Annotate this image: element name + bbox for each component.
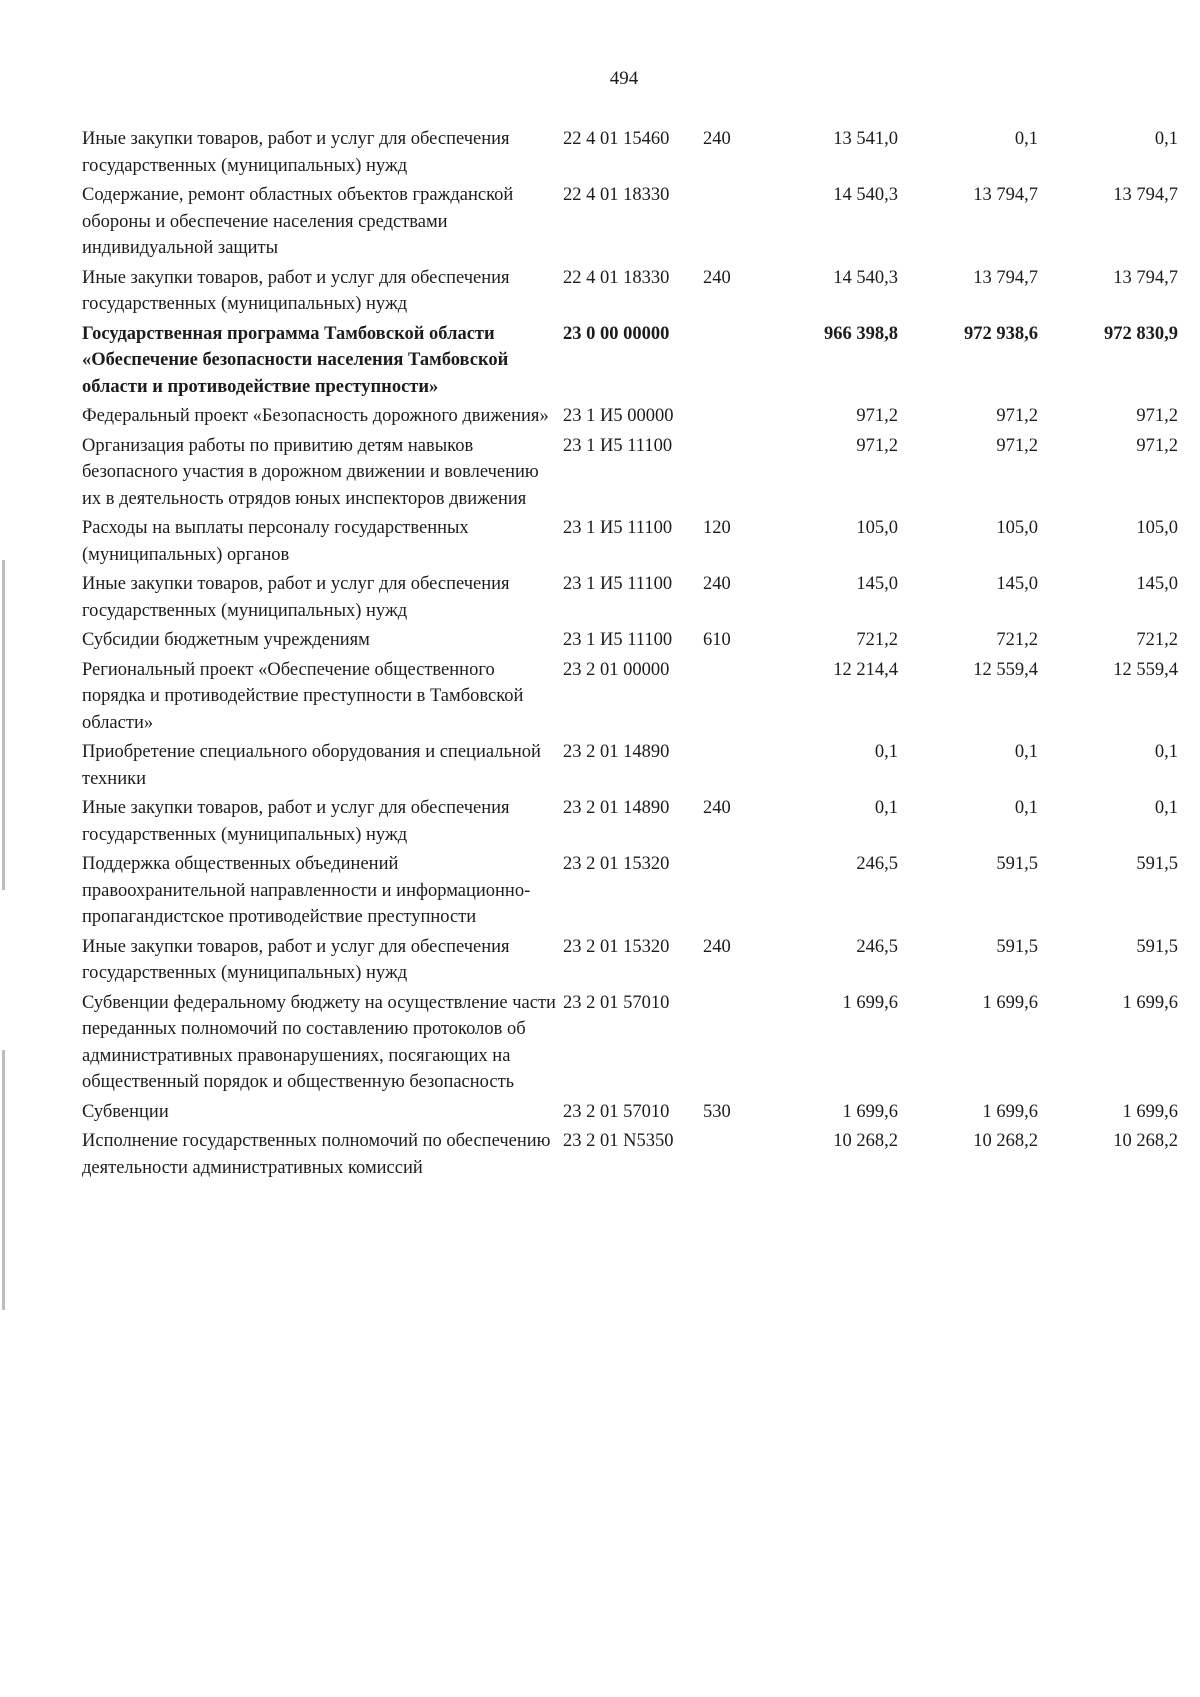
- row-target-article-code: 23 2 01 N5350: [563, 1131, 674, 1151]
- row-amount-1: 12 214,4: [833, 659, 898, 680]
- row-target-article-code: 22 4 01 15460: [563, 129, 670, 149]
- row-expense-type-code: [703, 182, 758, 265]
- row-amount-3: 971,2: [1136, 406, 1178, 426]
- row-amount-2: 721,2: [996, 630, 1038, 650]
- row-amount-3: 12 559,4: [1113, 659, 1178, 680]
- row-target-article-code: 23 2 01 57010: [563, 1101, 670, 1122]
- row-name: Федеральный проект «Безопасность дорожного движения»: [82, 406, 549, 426]
- row-amount-3: 13 794,7: [1113, 267, 1178, 288]
- table-row: [82, 627, 1182, 657]
- row-amount-2: 13 794,7: [973, 185, 1038, 205]
- row-amount-2: 13 794,7: [973, 267, 1038, 288]
- row-name: Расходы на выплаты персоналу государственных (муниципальных) органов: [82, 518, 469, 565]
- row-amount-2: 971,2: [996, 406, 1038, 426]
- row-amount-2: 591,5: [996, 854, 1038, 874]
- row-amount-1: 971,2: [856, 435, 898, 456]
- row-amount-1: 966 398,8: [824, 323, 898, 344]
- row-name: Иные закупки товаров, работ и услуг для обеспечения государственных (муниципальных) нужд: [82, 129, 510, 176]
- row-amount-3: 591,5: [1136, 854, 1178, 874]
- row-amount-3: 591,5: [1136, 936, 1178, 957]
- table-row: [82, 990, 1182, 1099]
- row-name: Субсидии бюджетным учреждениям: [82, 630, 370, 650]
- row-amount-1: 14 540,3: [833, 267, 898, 288]
- table-row: [82, 934, 1182, 990]
- row-amount-1: 0,1: [874, 742, 898, 762]
- table-row: [82, 739, 1182, 795]
- scan-edge-mark: [2, 1050, 5, 1310]
- row-expense-type-code: 530: [703, 1101, 731, 1122]
- row-target-article-code: 22 4 01 18330: [563, 185, 670, 205]
- table-row: [82, 851, 1182, 934]
- row-target-article-code: 23 1 И5 11100: [563, 574, 673, 594]
- row-expense-type-code: [703, 657, 758, 740]
- row-amount-2: 0,1: [1014, 798, 1038, 818]
- table-row: [82, 1099, 1182, 1129]
- row-target-article-code: 22 4 01 18330: [563, 267, 670, 288]
- row-amount-2: 0,1: [1014, 742, 1038, 762]
- row-amount-2: 1 699,6: [982, 1101, 1038, 1122]
- row-expense-type-code: [703, 321, 758, 404]
- row-expense-type-code: 120: [703, 518, 731, 538]
- row-amount-2: 105,0: [996, 518, 1038, 538]
- table-row: [82, 265, 1182, 321]
- row-target-article-code: 23 2 01 15320: [563, 936, 670, 957]
- row-amount-1: 14 540,3: [833, 185, 898, 205]
- row-name: Государственная программа Тамбовской области «Обеспечение безопасности населения Тамбовской области и противодействие преступности»: [82, 323, 509, 397]
- row-amount-3: 0,1: [1154, 742, 1178, 762]
- row-amount-1: 0,1: [874, 798, 898, 818]
- row-target-article-code: 23 2 01 57010: [563, 992, 670, 1013]
- row-name: Иные закупки товаров, работ и услуг для обеспечения государственных (муниципальных) нужд: [82, 798, 510, 845]
- row-target-article-code: 23 2 01 00000: [563, 659, 670, 680]
- table-row: [82, 657, 1182, 740]
- row-amount-1: 105,0: [856, 518, 898, 538]
- row-target-article-code: 23 1 И5 11100: [563, 435, 673, 456]
- row-name: Субвенции: [82, 1101, 169, 1122]
- table-row: [82, 321, 1182, 404]
- row-name: Содержание, ремонт областных объектов гражданской обороны и обеспечение населения средствами индивидуальной защиты: [82, 185, 514, 258]
- table-row: [82, 126, 1182, 182]
- row-expense-type-code: [703, 851, 758, 934]
- row-name: Организация работы по привитию детям навыков безопасного участия в дорожном движении и вовлечению их в деятельность отрядов юных инспекторов движения: [82, 435, 539, 509]
- row-amount-3: 105,0: [1136, 518, 1178, 538]
- row-name: Иные закупки товаров, работ и услуг для обеспечения государственных (муниципальных) нужд: [82, 574, 510, 621]
- row-amount-2: 972 938,6: [964, 323, 1038, 344]
- table-row: [82, 403, 1182, 433]
- scan-edge-mark: [2, 560, 5, 890]
- row-expense-type-code: 240: [703, 267, 731, 288]
- table-row: [82, 571, 1182, 627]
- row-expense-type-code: [703, 433, 758, 516]
- row-expense-type-code: 240: [703, 936, 731, 957]
- row-target-article-code: 23 2 01 14890: [563, 798, 670, 818]
- row-amount-1: 10 268,2: [833, 1131, 898, 1151]
- row-amount-3: 1 699,6: [1122, 992, 1178, 1013]
- row-expense-type-code: [703, 739, 758, 795]
- page-number: 494: [609, 68, 639, 89]
- row-expense-type-code: [703, 1128, 758, 1184]
- row-name: Субвенции федеральному бюджету на осуществление части переданных полномочий по составлению протоколов об административных правонарушениях, посягающих на общественный порядок и общественную безопасность: [82, 992, 556, 1092]
- row-expense-type-code: 240: [703, 129, 731, 149]
- row-name: Иные закупки товаров, работ и услуг для обеспечения государственных (муниципальных) нужд: [82, 267, 510, 314]
- row-target-article-code: 23 1 И5 11100: [563, 518, 673, 538]
- row-amount-1: 1 699,6: [842, 992, 898, 1013]
- row-name: Поддержка общественных объединений правоохранительной направленности и информационно-пропагандистское противодействие преступности: [82, 854, 531, 927]
- row-amount-1: 971,2: [856, 406, 898, 426]
- row-name: Региональный проект «Обеспечение общественного порядка и противодействие преступности в Тамбовской области»: [82, 659, 524, 733]
- row-amount-1: 246,5: [856, 936, 898, 957]
- row-amount-2: 0,1: [1014, 129, 1038, 149]
- table-row: [82, 182, 1182, 265]
- row-amount-3: 0,1: [1154, 798, 1178, 818]
- row-expense-type-code: 610: [703, 630, 731, 650]
- row-name: Приобретение специального оборудования и специальной техники: [82, 742, 541, 789]
- row-amount-3: 0,1: [1154, 129, 1178, 149]
- row-amount-2: 145,0: [996, 574, 1038, 594]
- row-amount-2: 971,2: [996, 435, 1038, 456]
- row-amount-1: 721,2: [856, 630, 898, 650]
- table-row: [82, 515, 1182, 571]
- row-expense-type-code: 240: [703, 574, 731, 594]
- row-target-article-code: 23 2 01 15320: [563, 854, 670, 874]
- table-row: [82, 433, 1182, 516]
- row-expense-type-code: [703, 990, 758, 1099]
- row-amount-1: 13 541,0: [833, 129, 898, 149]
- row-amount-3: 972 830,9: [1104, 323, 1178, 344]
- row-amount-1: 1 699,6: [842, 1101, 898, 1122]
- row-expense-type-code: [703, 403, 758, 433]
- budget-table: [82, 126, 1182, 1184]
- row-amount-3: 145,0: [1136, 574, 1178, 594]
- row-amount-1: 145,0: [856, 574, 898, 594]
- row-expense-type-code: 240: [703, 798, 731, 818]
- row-amount-2: 591,5: [996, 936, 1038, 957]
- row-target-article-code: 23 2 01 14890: [563, 742, 670, 762]
- table-row: [82, 795, 1182, 851]
- row-target-article-code: 23 1 И5 00000: [563, 406, 674, 426]
- row-amount-2: 10 268,2: [973, 1131, 1038, 1151]
- row-amount-2: 1 699,6: [982, 992, 1038, 1013]
- row-amount-3: 721,2: [1136, 630, 1178, 650]
- row-amount-2: 12 559,4: [973, 659, 1038, 680]
- row-amount-3: 13 794,7: [1113, 185, 1178, 205]
- row-amount-3: 971,2: [1136, 435, 1178, 456]
- row-name: Исполнение государственных полномочий по обеспечению деятельности административных комиссий: [82, 1131, 551, 1178]
- row-target-article-code: 23 1 И5 11100: [563, 630, 673, 650]
- row-amount-3: 10 268,2: [1113, 1131, 1178, 1151]
- row-target-article-code: 23 0 00 00000: [563, 323, 670, 344]
- row-amount-3: 1 699,6: [1122, 1101, 1178, 1122]
- row-name: Иные закупки товаров, работ и услуг для обеспечения государственных (муниципальных) нужд: [82, 936, 510, 983]
- row-amount-1: 246,5: [856, 854, 898, 874]
- table-row: [82, 1128, 1182, 1184]
- budget-table-body: [82, 126, 1182, 1184]
